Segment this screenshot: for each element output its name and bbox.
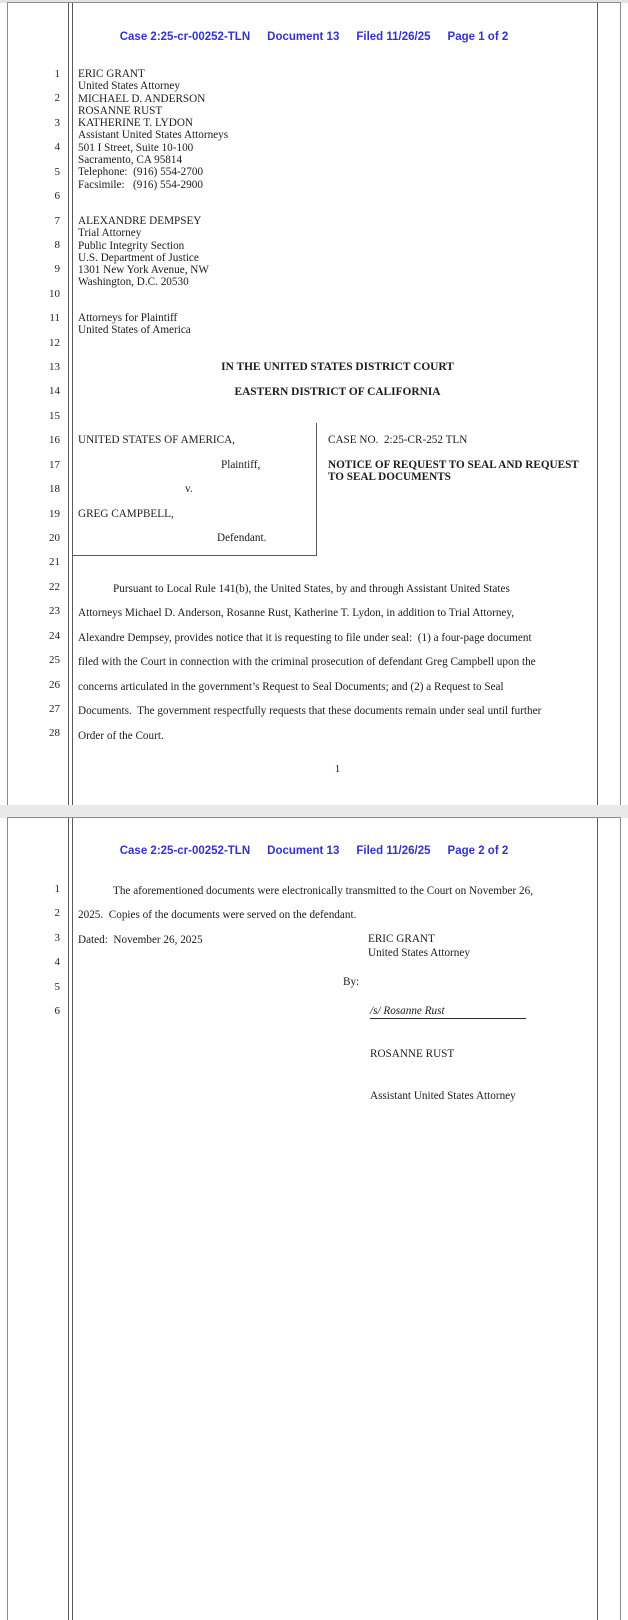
line-number: 27 bbox=[49, 702, 60, 715]
attorney-block-line: ERIC GRANT bbox=[78, 68, 145, 80]
cmecf-stamp bbox=[8, 845, 620, 857]
line-number: 8 bbox=[54, 238, 60, 251]
signature-line: /s/ Rosanne Rust bbox=[370, 1004, 526, 1019]
line-number: 11 bbox=[49, 312, 60, 325]
court-title-line-1: IN THE UNITED STATES DISTRICT COURT bbox=[221, 361, 454, 373]
line-number: 22 bbox=[49, 580, 60, 593]
attorney-block-line: Assistant United States Attorneys bbox=[78, 129, 229, 142]
line-number: 18 bbox=[49, 483, 60, 496]
attorney-block-line: U.S. Department of Justice bbox=[78, 251, 199, 264]
body-line: Documents. The government respectfully requests that these documents remain under seal until further bbox=[78, 705, 542, 718]
body-line: The aforementioned documents were electronically transmitted to the Court on November 26, bbox=[113, 885, 534, 897]
stamp-segment: Case 2:25-cr-00252-TLN bbox=[119, 31, 251, 43]
body-line: filed with the Court in connection with the criminal prosecution of defendant Greg Campbell upon the bbox=[78, 656, 536, 669]
line-number: 24 bbox=[49, 629, 60, 642]
line-number: 26 bbox=[49, 678, 60, 691]
line-number: 23 bbox=[49, 605, 60, 618]
signer-name-block bbox=[368, 932, 470, 960]
stamp-segment: Page 1 of 2 bbox=[447, 31, 509, 43]
caption-defendant-role: Defendant. bbox=[217, 532, 267, 544]
page-1 bbox=[8, 3, 620, 805]
line-number: 25 bbox=[49, 654, 60, 667]
line-number: 2 bbox=[54, 907, 60, 920]
attorney-block-line: Telephone: (916) 554-2700 bbox=[78, 166, 204, 179]
attorney-block-line: ALEXANDRE DEMPSEY bbox=[78, 215, 202, 227]
line-number: 13 bbox=[49, 361, 60, 374]
line-number: 4 bbox=[54, 956, 60, 969]
body-line: Alexandre Dempsey, provides notice that it is requesting to file under seal: (1) a four-page document bbox=[78, 631, 532, 644]
attorney-block-2 bbox=[78, 215, 209, 289]
line-number: 16 bbox=[49, 434, 60, 447]
signer-line: ERIC GRANT bbox=[368, 933, 435, 945]
body-paragraph bbox=[78, 577, 541, 748]
page-gap bbox=[0, 805, 628, 818]
stamp-segment: Case 2:25-cr-00252-TLN bbox=[119, 845, 251, 857]
attorney-block-line: Facsimile: (916) 554-2900 bbox=[78, 178, 203, 191]
by-label: By: bbox=[343, 976, 360, 988]
attorney-block-line: Sacramento, CA 95814 bbox=[78, 154, 183, 167]
document-title-line: NOTICE OF REQUEST TO SEAL AND REQUEST bbox=[328, 459, 579, 471]
stamp-segment: Filed 11/26/25 bbox=[356, 845, 431, 857]
line-number: 7 bbox=[54, 214, 60, 227]
caption-plaintiff: UNITED STATES OF AMERICA, bbox=[78, 434, 235, 446]
attorney-block-line: United States Attorney bbox=[78, 80, 180, 93]
line-number: 12 bbox=[49, 336, 60, 349]
signature-name: ROSANNE RUST bbox=[370, 1048, 455, 1060]
attorney-block-line: ROSANNE RUST bbox=[78, 104, 163, 117]
line-number: 3 bbox=[54, 116, 60, 129]
stamp-segment: Filed 11/26/25 bbox=[356, 31, 431, 43]
attorney-block-line: Trial Attorney bbox=[78, 227, 142, 240]
line-number: 28 bbox=[49, 727, 60, 740]
body-line: concerns articulated in the government’s Request to Seal Documents; and (2) a Request to Seal bbox=[78, 680, 504, 693]
line-number: 17 bbox=[49, 458, 60, 471]
pleading-double-rule-outer bbox=[68, 3, 69, 805]
stamp-segment: Document 13 bbox=[267, 845, 340, 857]
caption-case-number: CASE NO. 2:25-CR-252 TLN bbox=[328, 434, 468, 446]
line-number: 5 bbox=[54, 980, 60, 993]
line-number: 1 bbox=[54, 883, 60, 895]
attorney-block-line: 501 I Street, Suite 10-100 bbox=[78, 141, 194, 154]
cmecf-stamp bbox=[8, 31, 620, 43]
line-number-column bbox=[8, 62, 60, 746]
line-number: 15 bbox=[49, 409, 60, 422]
line-number: 2 bbox=[54, 92, 60, 105]
page-number: 1 bbox=[334, 763, 341, 775]
line-number: 6 bbox=[54, 1005, 60, 1018]
line-number-column bbox=[8, 877, 60, 1024]
line-number: 3 bbox=[54, 931, 60, 944]
dated-line: Dated: November 26, 2025 bbox=[78, 934, 203, 946]
body-paragraph bbox=[78, 879, 533, 928]
attorney-block-line: 1301 New York Avenue, NW bbox=[78, 264, 209, 277]
caption-defendant: GREG CAMPBELL, bbox=[78, 508, 174, 520]
caption-plaintiff-role: Plaintiff, bbox=[221, 459, 261, 471]
body-line: Attorneys Michael D. Anderson, Rosanne Rust, Katherine T. Lydon, in addition to Trial Attorney, bbox=[78, 607, 515, 620]
line-number: 4 bbox=[54, 141, 60, 154]
attorney-block-1 bbox=[78, 68, 228, 191]
caption-versus: v. bbox=[185, 483, 193, 495]
attorney-block-line: Public Integrity Section bbox=[78, 239, 185, 252]
line-number: 14 bbox=[49, 385, 60, 398]
line-number: 20 bbox=[49, 532, 60, 545]
attorneys-for-line: Attorneys for Plaintiff bbox=[78, 312, 178, 324]
line-number: 6 bbox=[54, 190, 60, 203]
court-title-line-2: EASTERN DISTRICT OF CALIFORNIA bbox=[234, 386, 441, 398]
body-line: 2025. Copies of the documents were served on the defendant. bbox=[78, 909, 357, 922]
signature-title: Assistant United States Attorney bbox=[370, 1090, 516, 1102]
attorneys-for-line: United States of America bbox=[78, 324, 191, 337]
caption-document-title bbox=[328, 459, 606, 484]
signature-block bbox=[370, 976, 526, 1131]
line-number: 9 bbox=[54, 263, 60, 276]
line-number: 10 bbox=[49, 287, 60, 300]
page-2 bbox=[8, 818, 620, 1620]
pleading-double-rule-inner bbox=[72, 3, 73, 805]
document-title-line: TO SEAL DOCUMENTS bbox=[328, 471, 451, 484]
body-line: Order of the Court. bbox=[78, 729, 164, 742]
stamp-segment: Document 13 bbox=[267, 31, 340, 43]
pleading-rule-right bbox=[597, 818, 598, 1620]
body-line: Pursuant to Local Rule 141(b), the United States, by and through Assistant United States bbox=[113, 583, 510, 595]
line-number: 21 bbox=[49, 556, 60, 569]
signer-line: United States Attorney bbox=[368, 947, 470, 959]
attorney-block-line: KATHERINE T. LYDON bbox=[78, 117, 193, 130]
caption-bottom-rule bbox=[72, 555, 317, 556]
line-number: 5 bbox=[54, 165, 60, 178]
attorney-block-line: Washington, D.C. 20530 bbox=[78, 276, 189, 289]
stamp-segment: Page 2 of 2 bbox=[447, 845, 509, 857]
pleading-double-rule-outer bbox=[68, 818, 69, 1620]
caption-divider-rule bbox=[316, 423, 317, 556]
attorneys-for-block bbox=[78, 312, 191, 337]
pleading-double-rule-inner bbox=[72, 818, 73, 1620]
line-number: 19 bbox=[49, 507, 60, 520]
attorney-block-line: MICHAEL D. ANDERSON bbox=[78, 92, 206, 105]
line-number: 1 bbox=[54, 68, 60, 80]
pleading-rule-right bbox=[597, 3, 598, 805]
